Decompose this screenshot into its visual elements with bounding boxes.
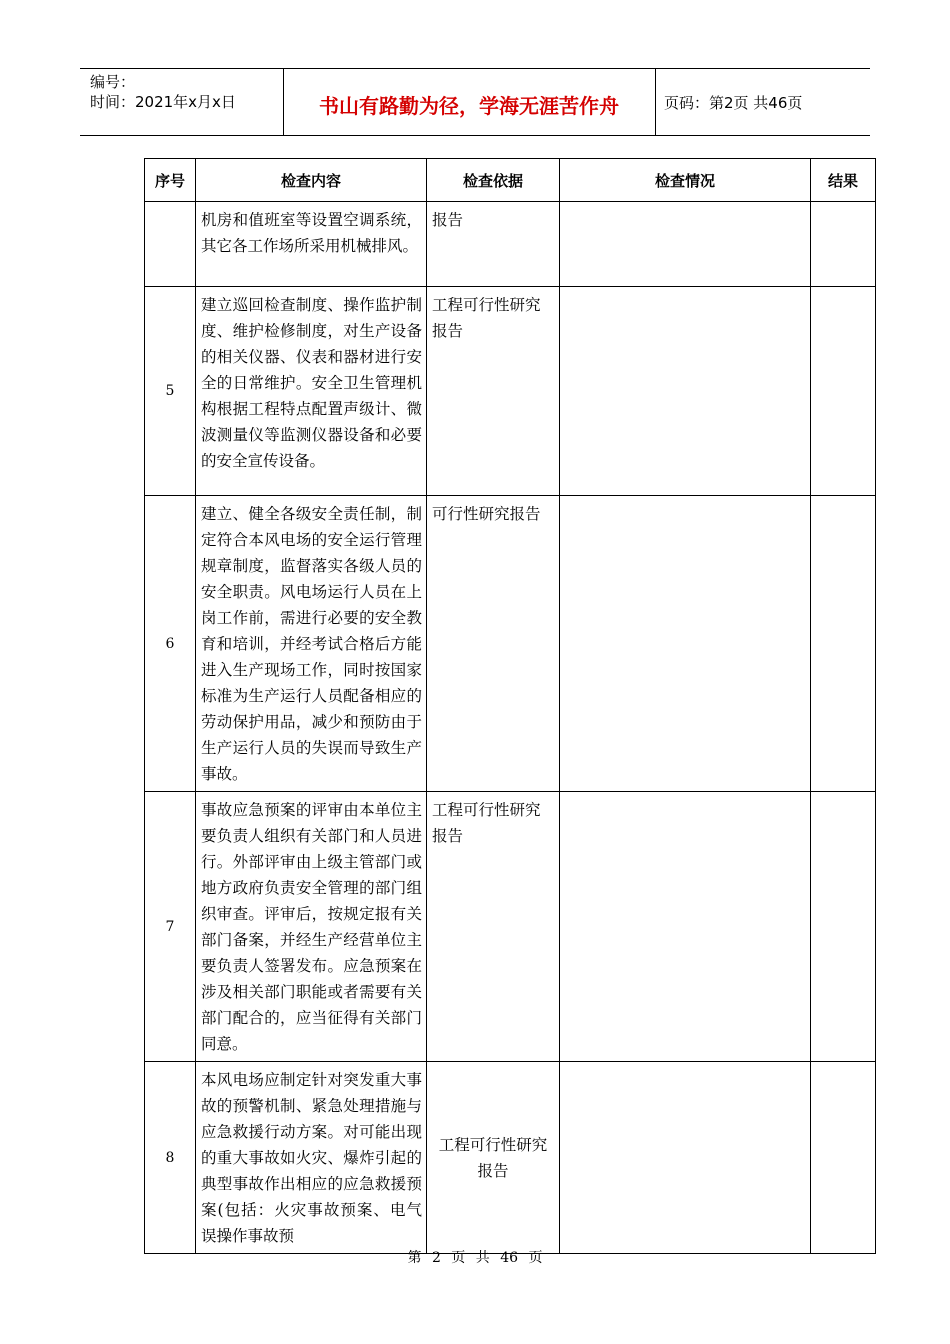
inspection-result-cell[interactable] bbox=[811, 287, 876, 496]
header-motto: 书山有路勤为径，学海无涯苦作舟 bbox=[319, 94, 619, 118]
document-number-label: 编号： bbox=[90, 73, 136, 91]
row-number: 8 bbox=[145, 1062, 196, 1254]
table-row bbox=[145, 287, 876, 496]
column-header-status: 检查情况 bbox=[560, 159, 811, 202]
inspection-result-cell[interactable] bbox=[811, 496, 876, 792]
header-top-rule bbox=[80, 68, 870, 69]
column-header-basis: 检查依据 bbox=[427, 159, 560, 202]
inspection-table bbox=[144, 158, 876, 1254]
inspection-status-cell[interactable] bbox=[560, 1062, 811, 1254]
inspection-status-cell[interactable] bbox=[560, 496, 811, 792]
inspection-result-cell[interactable] bbox=[811, 1062, 876, 1254]
table-row bbox=[145, 1062, 876, 1254]
inspection-status-cell[interactable] bbox=[560, 202, 811, 287]
inspection-basis: 可行性研究报告 bbox=[427, 496, 560, 792]
header-page-info: 页码：第2页 共46页 bbox=[664, 94, 803, 112]
inspection-content: 事故应急预案的评审由本单位主要负责人组织有关部门和人员进行。外部评审由上级主管部门或地方政府负责安全管理的部门组织审查。评审后，按规定报有关部门备案，并经生产经营单位主要负责人签署发布。应急预案在涉及相关部门职能或者需要有关部门配合的，应当征得有关部门同意。 bbox=[196, 792, 427, 1062]
inspection-result-cell[interactable] bbox=[811, 792, 876, 1062]
column-header-content: 检查内容 bbox=[196, 159, 427, 202]
inspection-basis: 报告 bbox=[427, 202, 560, 287]
column-header-result: 结果 bbox=[811, 159, 876, 202]
table-row bbox=[145, 792, 876, 1062]
header-divider-right bbox=[655, 69, 656, 136]
inspection-content: 建立、健全各级安全责任制，制定符合本风电场的安全运行管理规章制度，监督落实各级人员的安全职责。风电场运行人员在上岗工作前，需进行必要的安全教育和培训，并经考试合格后方能进入生产现场工作，同时按国家标准为生产运行人员配备相应的劳动保护用品，减少和预防由于生产运行人员的失误而导致生产事故。 bbox=[196, 496, 427, 792]
inspection-content: 本风电场应制定针对突发重大事故的预警机制、紧急处理措施与应急救援行动方案。对可能出现的重大事故如火灾、爆炸引起的典型事故作出相应的应急救援预案(包括：火灾事故预案、电气误操作事故预 bbox=[196, 1062, 427, 1254]
header-bottom-rule bbox=[80, 135, 870, 136]
header-meta bbox=[90, 72, 236, 112]
column-header-no: 序号 bbox=[145, 159, 196, 202]
inspection-basis: 工程可行性研究报告 bbox=[427, 287, 560, 496]
inspection-status-cell[interactable] bbox=[560, 792, 811, 1062]
row-number: 5 bbox=[145, 287, 196, 496]
inspection-basis: 工程可行性研究报告 bbox=[427, 792, 560, 1062]
inspection-content: 机房和值班室等设置空调系统，其它各工作场所采用机械排风。 bbox=[196, 202, 427, 287]
inspection-basis: 工程可行性研究报告 bbox=[427, 1062, 560, 1254]
row-number: 7 bbox=[145, 792, 196, 1062]
inspection-result-cell[interactable] bbox=[811, 202, 876, 287]
row-number bbox=[145, 202, 196, 287]
table-row bbox=[145, 496, 876, 792]
document-date: 时间：2021年x月x日 bbox=[90, 93, 236, 111]
inspection-content: 建立巡回检查制度、操作监护制度、维护检修制度，对生产设备的相关仪器、仪表和器材进行安全的日常维护。安全卫生管理机构根据工程特点配置声级计、微波测量仪等监测仪器设备和必要的安全宣传设备。 bbox=[196, 287, 427, 496]
page-footer: 第 2 页 共 46 页 bbox=[407, 1250, 543, 1266]
inspection-status-cell[interactable] bbox=[560, 287, 811, 496]
table-row bbox=[145, 202, 876, 287]
table-header-row bbox=[145, 159, 876, 202]
row-number: 6 bbox=[145, 496, 196, 792]
